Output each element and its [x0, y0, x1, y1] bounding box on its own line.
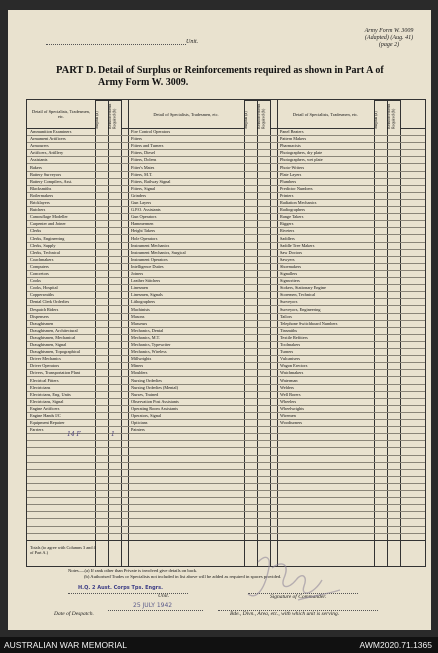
unit-label-bottom: Unit.: [158, 593, 170, 599]
table-row: [128, 498, 277, 505]
table-row: Electricians: [27, 385, 128, 392]
table-row: Camouflage Modeller: [27, 214, 128, 221]
totals-divider: [27, 540, 425, 541]
table-row: [277, 463, 425, 470]
form-reference: [358, 28, 420, 49]
header-surplus-3: Surplus (a): [374, 100, 387, 129]
table-row: Draughtsmen, Signal: [27, 342, 128, 349]
table-row: Wheelwrights: [277, 406, 425, 413]
date-stamp: 25 JULY 1942: [133, 602, 173, 609]
table-row: [128, 441, 277, 448]
table-row: Intelligence Duties: [128, 264, 277, 271]
table-row: Driver Operators: [27, 363, 128, 370]
table-row: Surveyors, Engineering: [277, 307, 425, 314]
table-row: Textile Refitters: [277, 335, 425, 342]
table-row: [128, 505, 277, 512]
table-row: Machinists: [128, 307, 277, 314]
header-reinf-1: Reinforcements Required (b): [108, 100, 121, 129]
header-reinf-2: Reinforcements Required (b): [257, 100, 270, 129]
table-row: Drivers, Transportation Plant: [27, 370, 128, 377]
table-row: Linesmen, Signals: [128, 292, 277, 299]
table-row: Height Takers: [128, 228, 277, 235]
table-row: Electrical Fitters: [27, 378, 128, 385]
header-reinf-3: Reinforcements Required (b): [387, 100, 400, 129]
table-row: [128, 512, 277, 519]
table-row: Lithographers: [128, 299, 277, 306]
table-row: Cooks, Hospital: [27, 285, 128, 292]
table-row: Nursing Orderlies (Mental): [128, 385, 277, 392]
table-row: [277, 477, 425, 484]
table-row: Coppersmiths: [27, 292, 128, 299]
table-row: Dental Clerk Orderlies: [27, 299, 128, 306]
table-row: Farriers: [27, 427, 128, 434]
table-row: [128, 520, 277, 527]
handwritten-driver-operators: 14 F: [67, 431, 81, 438]
table-row: Electricians, Signal: [27, 399, 128, 406]
table-row: [277, 498, 425, 505]
table-row: Armourers: [27, 143, 128, 150]
table-row: Printers: [277, 193, 425, 200]
table-row: Radiographers: [277, 207, 425, 214]
table-row: Well Borers: [277, 392, 425, 399]
unit-label-top: Unit.: [186, 39, 199, 45]
table-row: Engine Hands I/C: [27, 413, 128, 420]
table-row: [27, 505, 128, 512]
table-row: [277, 434, 425, 441]
table-row: Wheelers: [277, 399, 425, 406]
table-row: Concretors: [27, 271, 128, 278]
specialists-table: [26, 99, 426, 567]
table-row: [27, 463, 128, 470]
table-row: Nurses, Trained: [128, 392, 277, 399]
table-row: Radiation Mechanics: [277, 200, 425, 207]
table-row: Instrument Mechanics, Surgical: [128, 250, 277, 257]
table-row: Painters: [128, 427, 277, 434]
table-row: Saw Doctors: [277, 250, 425, 257]
table-row: Joiners: [128, 271, 277, 278]
table-row: Electricians, Eng. Units: [27, 392, 128, 399]
header-surplus-2: Surplus (a): [244, 100, 257, 129]
table-row: G.P.O. Assistants: [128, 207, 277, 214]
table-row: Coachmakers: [27, 257, 128, 264]
table-row: Clerks: [27, 228, 128, 235]
header-detail-3: Detail of Specialists, Tradesmen, etc.: [277, 100, 374, 129]
table-row: Equipment Repairer: [27, 420, 128, 427]
table-row: Waterman: [277, 378, 425, 385]
table-row: Driver Mechanics: [27, 356, 128, 363]
table-row: Grinders: [128, 193, 277, 200]
table-row: [277, 427, 425, 434]
table-row: Mechanics, Dental: [128, 328, 277, 335]
handwritten-miners: 1: [111, 431, 115, 438]
table-row: [27, 512, 128, 519]
table-row: Riveters: [277, 228, 425, 235]
table-row: [27, 484, 128, 491]
table-row: Instrument Operators: [128, 257, 277, 264]
table-row: Toolmakers: [277, 342, 425, 349]
table-row: Operating Room Assistants: [128, 406, 277, 413]
table-row: Range Takers: [277, 214, 425, 221]
footer-accession: AWM2020.71.1365: [359, 640, 432, 650]
commander-signature: [238, 550, 348, 610]
table-row: Fitters, M.T.: [128, 172, 277, 179]
table-row: Dispensers: [27, 314, 128, 321]
table-row: Plumbers: [277, 179, 425, 186]
table-row: [128, 527, 277, 534]
table-row: Saddlers: [277, 236, 425, 243]
table-row: Fitters, Dolens: [128, 157, 277, 164]
table-row: [277, 449, 425, 456]
table-row: [27, 527, 128, 534]
table-row: Cooks: [27, 278, 128, 285]
table-row: Draughtsmen, Architectural: [27, 328, 128, 335]
table-row: Fitter's Mates: [128, 165, 277, 172]
table-row: Tailors: [277, 314, 425, 321]
table-row: Vulcanisers: [277, 356, 425, 363]
table-row: Turners: [277, 349, 425, 356]
table-row: Panel Beaters: [277, 129, 425, 136]
table-row: [277, 491, 425, 498]
table-row: Photographers, dry plate: [277, 150, 425, 157]
table-row: Masseurs: [128, 321, 277, 328]
table-row: Draughtsmen, Mechanical: [27, 335, 128, 342]
table-row: Fitters, Railway Signal: [128, 179, 277, 186]
table-row: Draughtsmen: [27, 321, 128, 328]
table-row: Predictor Numbers: [277, 186, 425, 193]
table-row: Plate Layers: [277, 172, 425, 179]
table-row: Telephone Switchboard Numbers: [277, 321, 425, 328]
table-row: Bricklayers: [27, 200, 128, 207]
table-row: Welders: [277, 385, 425, 392]
table-row: [128, 484, 277, 491]
table-row: Computers: [27, 264, 128, 271]
table-row: Signwriters: [277, 278, 425, 285]
table-row: Mechanics, M.T.: [128, 335, 277, 342]
table-row: Gun Operators: [128, 214, 277, 221]
table-row: [277, 512, 425, 519]
table-row: Linesmen: [128, 285, 277, 292]
table-row: Artificers, Artillery: [27, 150, 128, 157]
table-row: Boilermakers: [27, 193, 128, 200]
header-surplus-1: Surplus (a): [95, 100, 108, 129]
table-row: Photographers, wet plate: [277, 157, 425, 164]
table-row: Fire Control Operators: [128, 129, 277, 136]
table-row: [27, 449, 128, 456]
table-row: Draughtsmen, Topographical: [27, 349, 128, 356]
table-row: Watchmakers: [277, 370, 425, 377]
table-row: Battery Surveyors: [27, 172, 128, 179]
table-row: Moulders: [128, 370, 277, 377]
form-ref-line-1: Army Form W. 3009: [364, 28, 414, 34]
table-row: Gun Layers: [128, 200, 277, 207]
table-row: Mechanics, Wireless: [128, 349, 277, 356]
table-row: Miners: [128, 363, 277, 370]
table-row: Battery Compilers, Asst.: [27, 179, 128, 186]
table-row: Pharmacists: [277, 143, 425, 150]
table-row: Butchers: [27, 207, 128, 214]
header-detail-2: Detail of Specialists, Tradesmen, etc.: [128, 100, 244, 129]
table-row: Storemen, Technical: [277, 292, 425, 299]
table-row: Fitters, Diesel: [128, 150, 277, 157]
table-row: Wiremen: [277, 413, 425, 420]
table-row: [27, 498, 128, 505]
table-row: [128, 434, 277, 441]
table-row: Hammermen: [128, 221, 277, 228]
table-row: [27, 491, 128, 498]
table-row: [277, 505, 425, 512]
table-row: Instrument Mechanics: [128, 243, 277, 250]
table-row: [128, 463, 277, 470]
table-row: Hole Operators: [128, 236, 277, 243]
table-row: Sawyers: [277, 257, 425, 264]
table-row: [277, 484, 425, 491]
table-row: Blacksmiths: [27, 186, 128, 193]
table-row: [277, 520, 425, 527]
totals-label: Totals (to agree with Columns 3 and 4 of Part A.): [30, 545, 96, 555]
table-row: Fitters: [128, 136, 277, 143]
table-row: [27, 470, 128, 477]
signature-label: Signature of Commander.: [270, 594, 327, 600]
table-row: Carpenter and Joiner: [27, 221, 128, 228]
table-row: Mechanics, Typewriter: [128, 342, 277, 349]
table-row: Millwrights: [128, 356, 277, 363]
form-ref-line-2: (Adapted) (Aug. 41): [364, 35, 414, 41]
part-label: PART D.: [56, 65, 97, 76]
footer-institution: AUSTRALIAN WAR MEMORIAL: [4, 640, 127, 650]
table-row: [128, 477, 277, 484]
table-row: Engine Artificers: [27, 406, 128, 413]
table-row: Despatch Riders: [27, 307, 128, 314]
table-row: Operators, Signal: [128, 413, 277, 420]
table-row: Fitters and Turners: [128, 143, 277, 150]
table-row: Surveyors: [277, 299, 425, 306]
note-a: Notes.—(a) If rank other than Private is involved give details on back.: [68, 568, 198, 573]
form-page: [8, 10, 431, 630]
unit-stamp: H.Q. 2 Aust. Corps Tps. Engrs.: [78, 585, 163, 591]
table-row: Signallers: [277, 271, 425, 278]
table-row: Assistants: [27, 157, 128, 164]
table-row: [128, 491, 277, 498]
table-row: [277, 470, 425, 477]
form-ref-line-3: (page 2): [378, 42, 400, 48]
table-row: Bakers: [27, 165, 128, 172]
table-row: [128, 456, 277, 463]
table-row: Clerks, Technical: [27, 250, 128, 257]
footer-bar: [0, 637, 438, 653]
table-row: Opticians: [128, 420, 277, 427]
header-detail-1: Detail of Specialists, Tradesmen, etc.: [27, 100, 95, 129]
table-row: [27, 456, 128, 463]
table-row: [277, 527, 425, 534]
note-b: (b) Authorised Trades or Specialists not included in list above will be added as required in spaces provided.: [84, 574, 282, 579]
table-row: Observation Post Assistants: [128, 399, 277, 406]
table-row: Ammunition Examiners: [27, 129, 128, 136]
table-row: Armament Artificers: [27, 136, 128, 143]
table-row: Shoemakers: [277, 264, 425, 271]
table-row: Woodturners: [277, 420, 425, 427]
table-row: [277, 456, 425, 463]
table-row: Nursing Orderlies: [128, 378, 277, 385]
table-row: [128, 470, 277, 477]
table-row: Stokers, Stationary Engine: [277, 285, 425, 292]
table-row: Clerks, Supply: [27, 243, 128, 250]
table-row: [27, 520, 128, 527]
date-of-despatch-label: Date of Despatch.: [54, 611, 94, 617]
table-row: Fitters, Signal: [128, 186, 277, 193]
table-row: [27, 441, 128, 448]
form-heading: Detail of Surplus or Reinforcements required as shown in Part A of Army Form W. 3009.: [98, 65, 384, 88]
table-row: Saddle Tree Makers: [277, 243, 425, 250]
table-row: Masons: [128, 314, 277, 321]
table-row: Pattern Makers: [277, 136, 425, 143]
bde-label: Bde., Divn., Area, etc., with which unit is serving.: [230, 611, 340, 617]
table-row: Leather Stitchers: [128, 278, 277, 285]
unit-dotted-line: [46, 44, 186, 45]
table-row: Tinsmiths: [277, 328, 425, 335]
table-row: Clerks, Engineering: [27, 236, 128, 243]
table-row: Wagon Erectors: [277, 363, 425, 370]
table-row: [277, 441, 425, 448]
table-row: Photo-Writers: [277, 165, 425, 172]
table-row: [128, 449, 277, 456]
table-row: Riggers: [277, 221, 425, 228]
table-row: [27, 477, 128, 484]
